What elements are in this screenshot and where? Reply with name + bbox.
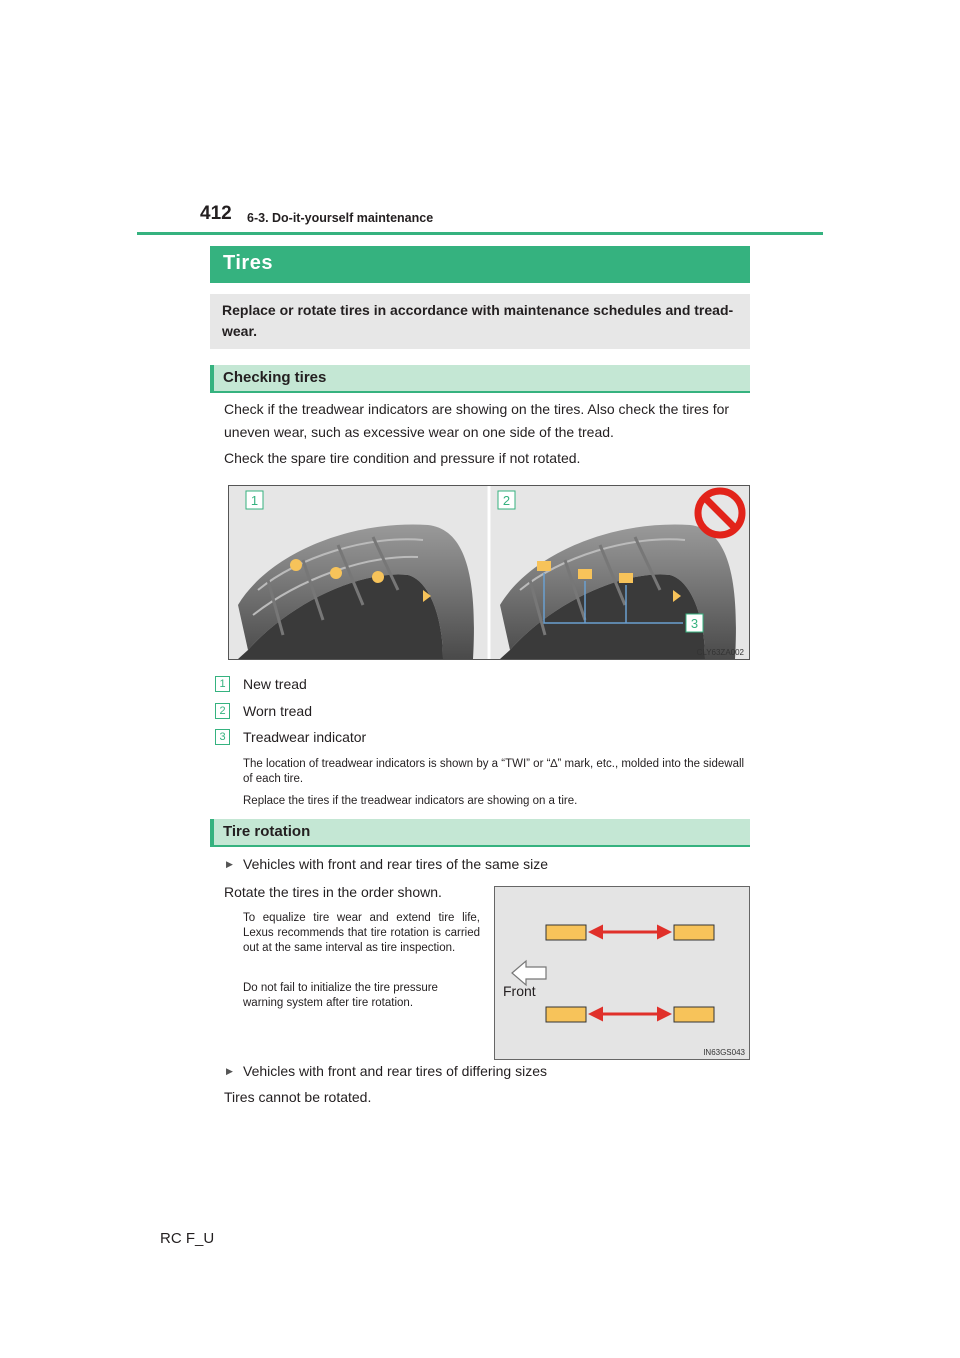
checking-paragraph: Check if the treadwear indicators are showing on the tires. Also check the tires for uneven wear, such as excessive wear on one side of the tread. — [224, 401, 730, 440]
tire-rear-left — [674, 925, 714, 940]
item-label-treadwear-indicator: Treadwear indicator — [243, 729, 367, 745]
svg-text:1: 1 — [250, 493, 259, 508]
subheading-checking — [210, 365, 750, 393]
rotation-figure — [494, 886, 750, 1060]
subheading-checking-label: Checking tires — [223, 369, 327, 386]
figure-callout-2 — [498, 491, 515, 509]
tread-figure-code: CLY63ZA002 — [696, 648, 744, 657]
header-rule — [137, 232, 823, 235]
footer-model-code: RC F_U — [160, 1230, 215, 1247]
front-label: Front — [503, 983, 536, 999]
item-number-2: 2 — [215, 703, 230, 719]
subheading-rotation — [210, 819, 750, 847]
item-label-new-tread: New tread — [243, 676, 307, 692]
rotation-note-tpws: Do not fail to initialize the tire pressure warning system after tire rotation. — [243, 982, 438, 1009]
item-label-worn-tread: Worn tread — [243, 703, 312, 719]
tire-front-left — [546, 925, 586, 940]
rotation-case-differing-sizes: Vehicles with front and rear tires of differing sizes — [243, 1063, 548, 1079]
rotation-note-equalize: To equalize tire wear and extend tire life, Lexus recommends that tire rotation is carried out at the same interval as tire inspection. — [243, 912, 480, 954]
tread-figure — [228, 485, 750, 660]
tire-rear-right — [674, 1007, 714, 1022]
bullet-triangle-icon: ▶ — [226, 1066, 233, 1076]
section-title: 6-3. Do-it-yourself maintenance — [247, 211, 434, 225]
rotation-case-same-size: Vehicles with front and rear tires of the same size — [243, 856, 549, 872]
intro-box: Replace or rotate tires in accordance with maintenance schedules and tread-wear. — [210, 294, 750, 349]
spare-tire-paragraph: Check the spare tire condition and pressure if not rotated. — [224, 450, 581, 466]
treadwear-note-replace: Replace the tires if the treadwear indicators are showing on a tire. — [243, 795, 578, 807]
tire-front-right — [546, 1007, 586, 1022]
page-number: 412 — [200, 203, 232, 224]
rotation-instruction: Rotate the tires in the order shown. — [224, 884, 442, 900]
rotation-figure-code: IN63GS043 — [703, 1048, 745, 1057]
svg-text:3: 3 — [690, 616, 699, 631]
rotation-case-differing-text: Tires cannot be rotated. — [224, 1089, 372, 1105]
svg-text:2: 2 — [502, 493, 511, 508]
figure-callout-3 — [686, 614, 703, 632]
treadwear-note-location: The location of treadwear indicators is shown by a “TWI” or “∆” mark, etc., molded into the sidewall of each tire. — [243, 758, 745, 785]
item-number-3: 3 — [215, 729, 230, 745]
figure-callout-1 — [246, 491, 263, 509]
bullet-triangle-icon: ▶ — [226, 859, 233, 869]
subheading-rotation-label: Tire rotation — [223, 823, 311, 840]
page-title: Tires — [223, 252, 273, 274]
item-number-1: 1 — [215, 676, 230, 692]
title-bar — [210, 246, 750, 283]
